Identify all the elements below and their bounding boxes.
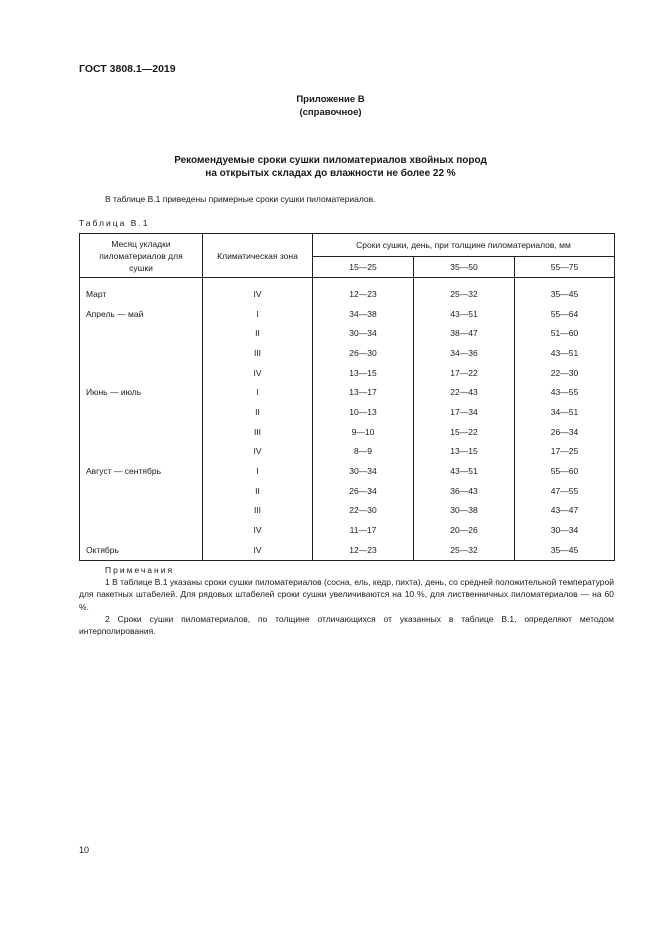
cell-thickness-3: 51—60 (515, 323, 615, 343)
cell-thickness-2: 38—47 (414, 323, 515, 343)
table-row (80, 402, 615, 422)
cell-thickness-3: 43—51 (515, 343, 615, 363)
page-number: 10 (79, 845, 90, 855)
cell-thickness-1: 13—15 (313, 363, 414, 383)
cell-month (80, 501, 203, 521)
cell-thickness-1: 11—17 (313, 520, 414, 540)
heading-line-1: Рекомендуемые сроки сушки пиломатериалов хвойных пород (174, 155, 487, 166)
cell-thickness-1: 22—30 (313, 501, 414, 521)
cell-zone: III (203, 422, 313, 442)
cell-thickness-2: 30—38 (414, 501, 515, 521)
cell-zone: IV (203, 363, 313, 383)
table-row (80, 501, 615, 521)
cell-thickness-1: 26—30 (313, 343, 414, 363)
cell-thickness-1: 8—9 (313, 442, 414, 462)
cell-thickness-2: 17—34 (414, 402, 515, 422)
cell-thickness-2: 15—22 (414, 422, 515, 442)
note-item-1: 1 В таблице В.1 указаны сроки сушки пиломатериалов (сосна, ель, кедр, пихта), день, со средней положительной температурой для пакетных штабелей. Для рядовых штабелей сроки сушки увеличиваются на 10 %, для лиственничных пиломатериалов — на 60 %. (79, 577, 614, 612)
cell-thickness-2: 25—32 (414, 278, 515, 304)
drying-time-table (79, 233, 615, 561)
annex-subtitle: (справочное) (299, 107, 362, 118)
cell-thickness-2: 17—22 (414, 363, 515, 383)
col-header-thickness-3: 55—75 (515, 257, 615, 278)
cell-thickness-3: 47—55 (515, 481, 615, 501)
cell-month (80, 481, 203, 501)
cell-thickness-3: 35—45 (515, 540, 615, 560)
cell-thickness-1: 12—23 (313, 540, 414, 560)
table-row (80, 382, 615, 402)
cell-thickness-3: 22—30 (515, 363, 615, 383)
cell-zone: II (203, 481, 313, 501)
cell-thickness-1: 34—38 (313, 304, 414, 324)
cell-thickness-3: 55—60 (515, 461, 615, 481)
annex-title: Приложение В (296, 94, 365, 105)
cell-thickness-3: 35—45 (515, 278, 615, 304)
cell-month: Март (86, 288, 107, 299)
cell-zone: III (203, 343, 313, 363)
cell-thickness-2: 20—26 (414, 520, 515, 540)
note-item-2: 2 Сроки сушки пиломатериалов, по толщине отличающихся от указанных в таблице В.1, определяют методом интерполирования. (79, 613, 614, 637)
col-header-thickness-1: 15—25 (313, 257, 414, 278)
cell-zone: III (203, 501, 313, 521)
cell-thickness-2: 25—32 (414, 540, 515, 560)
cell-month: Август — сентябрь (86, 466, 161, 477)
cell-thickness-3: 17—25 (515, 442, 615, 462)
cell-month (80, 422, 203, 442)
table-row (80, 323, 615, 343)
cell-month (80, 343, 203, 363)
col-header-thickness-2: 35—50 (414, 257, 515, 278)
cell-thickness-2: 36—43 (414, 481, 515, 501)
heading-line-2: на открытых складах до влажности не более 22 % (205, 168, 456, 179)
cell-thickness-3: 43—47 (515, 501, 615, 521)
cell-zone: IV (203, 442, 313, 462)
cell-month: Октябрь (86, 544, 119, 555)
cell-month (80, 520, 203, 540)
document-standard-number: ГОСТ 3808.1—2019 (79, 63, 176, 75)
table-row (80, 442, 615, 462)
cell-thickness-1: 30—34 (313, 461, 414, 481)
cell-thickness-2: 34—36 (414, 343, 515, 363)
table-row (80, 520, 615, 540)
table-row (80, 343, 615, 363)
cell-thickness-3: 26—34 (515, 422, 615, 442)
cell-thickness-2: 43—51 (414, 461, 515, 481)
table-row (80, 461, 615, 481)
section-heading (0, 154, 661, 180)
cell-thickness-3: 55—64 (515, 304, 615, 324)
table-row (80, 540, 615, 560)
cell-thickness-1: 30—34 (313, 323, 414, 343)
cell-thickness-3: 30—34 (515, 520, 615, 540)
cell-zone: IV (203, 520, 313, 540)
cell-month (80, 402, 203, 422)
col-header-month: Месяц укладки пиломатериалов для сушки (80, 234, 203, 278)
cell-zone: IV (203, 540, 313, 560)
table-row (80, 422, 615, 442)
col-header-drying-time: Сроки сушки, день, при толщине пиломатериалов, мм (313, 234, 615, 257)
table-row (80, 481, 615, 501)
cell-thickness-1: 26—34 (313, 481, 414, 501)
cell-thickness-1: 12—23 (313, 278, 414, 304)
cell-thickness-2: 22—43 (414, 382, 515, 402)
cell-month (80, 323, 203, 343)
table-row (80, 363, 615, 383)
cell-thickness-3: 34—51 (515, 402, 615, 422)
intro-paragraph: В таблице В.1 приведены примерные сроки сушки пиломатериалов. (105, 194, 376, 204)
cell-zone: IV (203, 278, 313, 304)
cell-zone: I (203, 304, 313, 324)
cell-thickness-1: 9—10 (313, 422, 414, 442)
cell-thickness-3: 43—55 (515, 382, 615, 402)
cell-zone: I (203, 382, 313, 402)
cell-month (80, 442, 203, 462)
cell-thickness-1: 13—17 (313, 382, 414, 402)
annex-block (0, 93, 661, 119)
cell-month: Апрель — май (86, 308, 144, 319)
notes-block (79, 564, 614, 637)
cell-thickness-1: 10—13 (313, 402, 414, 422)
col-header-zone: Климатическая зона (203, 234, 313, 278)
cell-thickness-2: 13—15 (414, 442, 515, 462)
cell-month: Июнь — июль (86, 387, 142, 398)
cell-thickness-2: 43—51 (414, 304, 515, 324)
cell-zone: II (203, 402, 313, 422)
table-row (80, 304, 615, 324)
cell-zone: II (203, 323, 313, 343)
table-row (80, 278, 615, 304)
cell-month (80, 363, 203, 383)
notes-title: Примечания (105, 565, 175, 575)
cell-zone: I (203, 461, 313, 481)
table-caption: Таблица В.1 (79, 218, 150, 228)
